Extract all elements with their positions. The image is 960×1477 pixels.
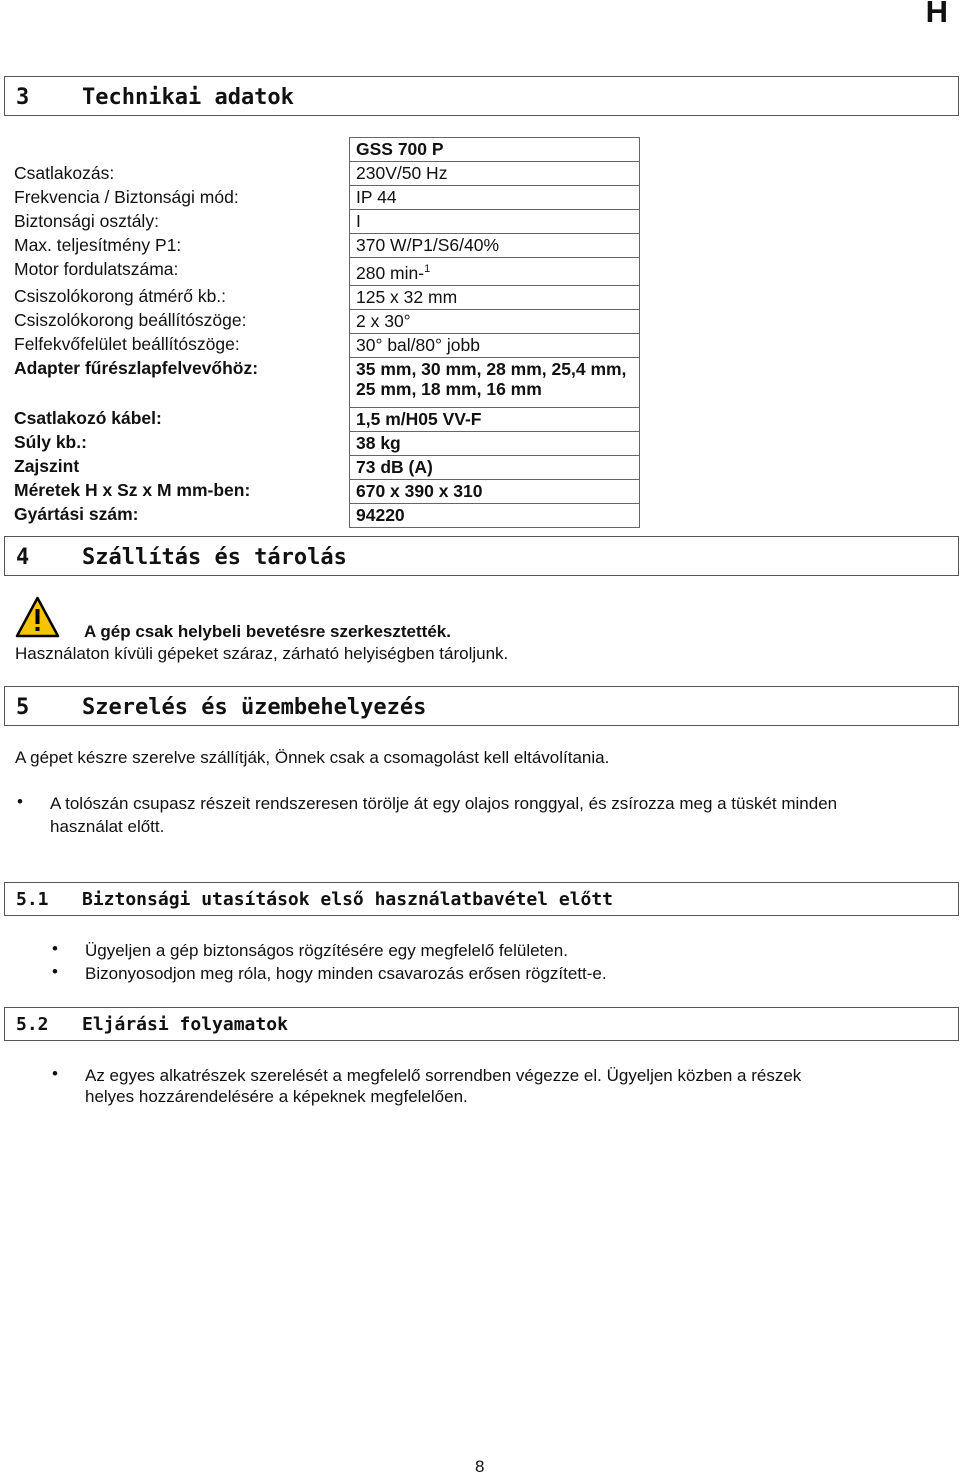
section-4-heading	[4, 536, 959, 576]
bullet-text: helyes hozzárendelésére a képeknek megfelelően.	[85, 1087, 468, 1106]
spec-value: 125 x 32 mm	[350, 285, 640, 309]
spec-value: 35 mm, 30 mm, 28 mm, 25,4 mm, 25 mm, 18 mm, 16 mm	[350, 357, 640, 407]
table-row	[8, 407, 640, 431]
spec-label: Csiszolókorong beállítószöge:	[14, 310, 247, 331]
table-row	[8, 210, 640, 234]
section-title: Technikai adatok	[82, 85, 294, 110]
spec-value: 1,5 m/H05 VV-F	[350, 407, 640, 431]
table-row	[8, 234, 640, 258]
storage-text: Használaton kívüli gépeket száraz, zárható helyiségben tároljunk.	[15, 644, 509, 663]
spec-value: IP 44	[350, 186, 640, 210]
bullet-text: Bizonyosodjon meg róla, hogy minden csavarozás erősen rögzített-e.	[85, 964, 607, 983]
section-title: Biztonsági utasítások első használatbavétel előtt	[82, 889, 614, 910]
section-number: 4	[16, 545, 30, 570]
bullet-text: Ügyeljen a gép biztonságos rögzítésére egy megfelelő felületen.	[85, 941, 568, 960]
bullet-icon: •	[52, 939, 58, 958]
bullet-icon: •	[52, 1064, 58, 1083]
table-row	[8, 162, 640, 186]
table-row	[8, 138, 640, 162]
spec-label: Motor fordulatszáma:	[14, 258, 179, 279]
spec-value: 370 W/P1/S6/40%	[350, 234, 640, 258]
table-row	[8, 503, 640, 527]
model-name: GSS 700 P	[350, 138, 640, 162]
table-row	[8, 357, 640, 407]
spec-label: Max. teljesítmény P1:	[14, 234, 182, 255]
table-row	[8, 431, 640, 455]
bullet-text: Az egyes alkatrészek szerelését a megfelelő sorrendben végezze el. Ügyeljen közben a részek	[85, 1066, 802, 1085]
spec-label: Méretek H x Sz x M mm-ben:	[14, 480, 251, 501]
spec-value: 230V/50 Hz	[350, 162, 640, 186]
table-row	[8, 258, 640, 286]
table-row	[8, 285, 640, 309]
warning-triangle-icon	[15, 596, 60, 638]
spec-label: Csiszolókorong átmérő kb.:	[14, 286, 227, 307]
spec-label: Csatlakozás:	[14, 162, 115, 183]
bullet-text: használat előtt.	[50, 817, 165, 836]
bullet-icon: •	[52, 962, 58, 981]
spec-value: 30° bal/80° jobb	[350, 333, 640, 357]
spec-label: Adapter fűrészlapfelvevőhöz:	[14, 358, 259, 379]
spec-value: 73 dB (A)	[350, 455, 640, 479]
section-3-heading	[4, 76, 959, 116]
table-row	[8, 186, 640, 210]
intro-paragraph: A gépet készre szerelve szállítják, Önnek csak a csomagolást kell eltávolítania.	[15, 748, 610, 767]
warning-text: A gép csak helybeli bevetésre szerkesztették.	[84, 622, 451, 641]
spec-label: Felfekvőfelület beállítószöge:	[14, 334, 240, 355]
bullet-text: A tolószán csupasz részeit rendszeresen törölje át egy olajos ronggyal, és zsírozza meg a tüskét minden	[50, 794, 838, 813]
section-title: Szerelés és üzembehelyezés	[82, 695, 427, 720]
spec-label: Csatlakozó kábel:	[14, 408, 162, 429]
spec-label: Biztonsági osztály:	[14, 210, 159, 231]
specs-table	[8, 137, 640, 528]
table-row	[8, 333, 640, 357]
spec-value: 38 kg	[350, 431, 640, 455]
section-title: Eljárási folyamatok	[82, 1014, 288, 1035]
table-row	[8, 479, 640, 503]
section-number: 5.1	[16, 889, 49, 910]
page-number: 8	[475, 1457, 485, 1476]
bullet-icon: •	[17, 792, 23, 811]
section-number: 5.2	[16, 1014, 49, 1035]
spec-value: 670 x 390 x 310	[350, 479, 640, 503]
spec-label: Zajszint	[14, 456, 80, 477]
spec-label: Frekvencia / Biztonsági mód:	[14, 186, 239, 207]
language-mark: H	[925, 0, 948, 29]
section-5-1-heading	[4, 882, 959, 916]
section-title: Szállítás és tárolás	[82, 545, 347, 570]
table-row	[8, 309, 640, 333]
section-5-heading	[4, 686, 959, 726]
spec-value: 94220	[350, 503, 640, 527]
spec-label: Gyártási szám:	[14, 504, 139, 525]
spec-value: I	[350, 210, 640, 234]
spec-label: Súly kb.:	[14, 432, 87, 453]
superscript: 1	[424, 263, 431, 275]
spec-value: 280 min-$^1$	[350, 258, 640, 286]
section-5-2-heading	[4, 1007, 959, 1041]
section-number: 3	[16, 85, 30, 110]
spec-value: 2 x 30°	[350, 309, 640, 333]
table-row	[8, 455, 640, 479]
section-number: 5	[16, 695, 30, 720]
